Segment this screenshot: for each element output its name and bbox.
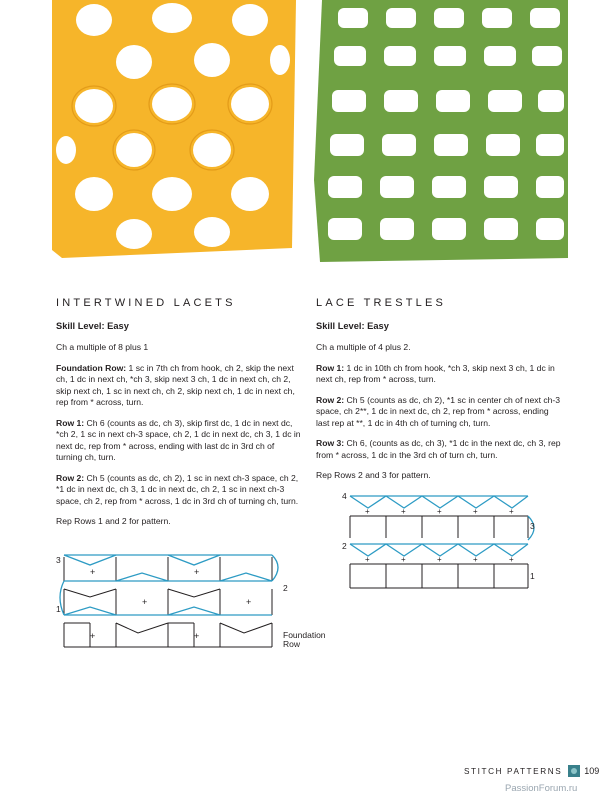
instruction-text: Ch 5 (counts as dc, ch 2), 1 sc in next ch-3 space, ch 2, *1 dc in next dc, ch 3, 1 dc in next dc, ch 2, 1 sc in next ch-3 space, ch 2, rep from * across, 1 dc in 3rd ch of turning ch, turn. [56,472,299,506]
row-number-label: 2 [342,541,347,551]
skill-level: Skill Level: Easy [56,321,129,331]
instruction-text: Rep Rows 1 and 2 for pattern. [56,516,171,526]
instruction-paragraph [316,438,564,461]
stitch-chart-right [340,488,540,598]
row-number-label: 1 [530,571,535,581]
instruction-text: Ch 6, (counts as dc, ch 3), *1 dc in the next dc, ch 3, rep from * across, 1 dc in the 3rd ch of turn ch, turn. [316,438,561,460]
instruction-paragraph [316,363,564,386]
instruction-text: 1 dc in 10th ch from hook, *ch 3, skip next 3 ch, 1 dc in next ch, rep from * across, turn. [316,362,555,384]
row-label: Row 1: [56,417,85,428]
instruction-text: Ch 6 (counts as dc, ch 3), skip first dc, 1 dc in next dc, *ch 2, 1 sc in next ch-3 space, ch 2, 1 dc in next dc, ch 3, 1 dc in next dc, rep from * across, ending with last dc in 3rd ch of turning ch, turn. [56,417,301,462]
instruction-text: 1 sc in 7th ch from hook, ch 2, skip the next ch, 1 dc in next ch, *ch 3, skip next 3 ch, 1 dc in next ch, ch 2, skip next ch, 1 sc in next ch, ch 2, skip next ch, 1 dc in next ch, rep from * across, turn. [56,362,295,407]
sc-symbol: + [437,507,442,516]
foundation-label: Foundation [283,630,326,640]
swatch-photo-intertwined-lacets [52,0,300,268]
instruction-paragraph [56,342,302,354]
instruction-paragraph [56,516,302,528]
skill-level: Skill Level: Easy [316,321,389,331]
yellow-mesh-illustration [52,0,300,268]
stitch-swatch-icon [568,765,580,777]
row-number-label: 3 [530,521,535,531]
sc-symbol: + [401,507,406,516]
row-number-label: 1 [56,604,61,614]
instruction-paragraph [56,473,302,508]
sc-symbol: + [473,507,478,516]
section-title: INTERTWINED LACETS [56,297,236,309]
sc-symbol: + [194,567,200,577]
instruction-text: Ch 5 (counts as dc, ch 2), *1 sc in center ch of next ch-3 space, ch 2**, 1 dc in next dc, ch 2, rep from * across, ending last rep at **, 1 dc in 4th ch of turning ch, turn. [316,394,561,428]
sc-symbol: + [509,555,514,564]
row-label: Row 2: [316,394,345,405]
instruction-paragraph [316,470,564,482]
section-title: LACE TRESTLES [316,297,447,309]
instruction-paragraph [316,395,564,430]
instruction-paragraph [56,418,302,464]
instruction-paragraph [56,363,302,409]
sc-symbol: + [365,507,370,516]
page-footer [464,763,599,779]
sc-symbol: + [473,555,478,564]
sc-symbol: + [509,507,514,516]
sc-symbol: + [365,555,370,564]
row-number-label: 2 [283,583,288,593]
page-number: 109 [584,766,600,776]
sc-symbol: + [401,555,406,564]
sc-symbol: + [246,597,252,607]
row-label: Foundation Row: [56,362,127,373]
sc-symbol: + [90,567,96,577]
watermark: PassionForum.ru [505,783,578,794]
stitch-diagram-intertwined-lacets [56,547,336,652]
stitch-diagram-lace-trestles [340,488,540,598]
intertwined-lacets-section [56,296,302,537]
instruction-text: Rep Rows 2 and 3 for pattern. [316,470,431,480]
instruction-text: Ch a multiple of 8 plus 1 [56,342,149,352]
sc-symbol: + [142,597,148,607]
row-label: Row [283,639,301,649]
row-label: Row 2: [56,472,85,483]
row-number-label: 4 [342,491,347,501]
footer-section-label: STITCH PATTERNS [464,766,563,776]
instruction-paragraph [316,342,564,354]
swatch-photo-lace-trestles [314,0,568,268]
green-mesh-illustration [314,0,568,268]
sc-symbol: + [437,555,442,564]
sc-symbol: + [194,631,200,641]
row-number-label: 3 [56,555,61,565]
instruction-text: Ch a multiple of 4 plus 2. [316,342,411,352]
row-label: Row 1: [316,362,345,373]
lace-trestles-section [316,296,564,491]
row-label: Row 3: [316,438,345,448]
sc-symbol: + [90,631,96,641]
